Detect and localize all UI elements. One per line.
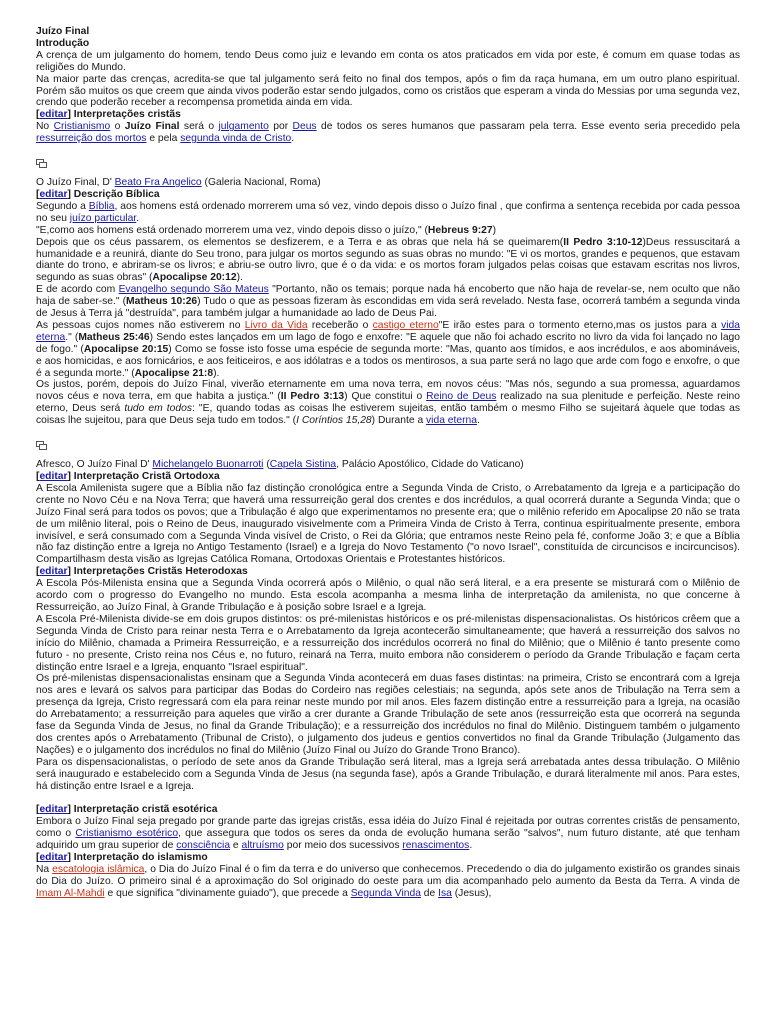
verse-ref: Apocalipse 20:15 (83, 343, 169, 355)
verse-ref: Apocalipse 21:8 (134, 367, 214, 379)
paragraph (36, 237, 740, 285)
text: ). (213, 367, 220, 379)
verse-ref: Apocalipse 20:12 (152, 272, 237, 284)
figure-caption (36, 177, 740, 189)
link-consciencia[interactable]: consciência (176, 840, 231, 852)
verse-ref: II Pedro 3:10-12 (563, 236, 643, 248)
text: . (476, 415, 480, 427)
heading-esoterica: Interpretação cristã esotérica (73, 804, 218, 816)
section-heading: [editar] Interpretação Cristã Ortodoxa (36, 471, 220, 482)
text: ) Sendo estes lançados em um lago de fogo e enxofre: "E aquele que não foi achado escrito no livro da vida foi lançado no lago de fogo." ( (36, 331, 741, 355)
section-heading: [editar] Descrição Bíblica (36, 188, 160, 200)
paragraph: Na maior parte das crenças, acredita-se que tal julgamento será feito no final dos tempos, após o fim da raça humana, em um outro plano espiritual. Porém são muitos os que creem que ainda vivos poderão estar sendo julgados, como os cristãos que esperam a vinda do Messias por uma segunda vez, crendo que poderão receber a recompensa prometida ainda em vida. (36, 73, 740, 109)
paragraph (36, 320, 740, 380)
heading-heterodoxas: Interpretações Cristãs Heterodoxas (73, 566, 248, 578)
edit-link[interactable]: editar (39, 188, 68, 200)
text: As pessoas cujos nomes não estiverem no (36, 319, 245, 331)
verse-ref: Matheus 10:26 (126, 296, 198, 308)
section-heading: [editar] Interpretação do islamismo (36, 852, 208, 864)
image-enlarge-icon[interactable] (36, 441, 47, 450)
section-heading: [editar] Interpretações Cristãs Heterodoxas (36, 566, 248, 578)
text: e que significa "divinamente guiado"), que precede a (104, 887, 351, 899)
text: "Portanto, não os temais; porque nada há encoberto que não haja de revelar-se, nem oculto que não haja de saber-se." ( (36, 284, 741, 308)
text: (Galeria Nacional, Roma) (201, 177, 321, 189)
link-capela-sistina[interactable]: Capela Sistina (269, 459, 337, 471)
text: ) Que constitui o (344, 391, 427, 403)
text: por meio dos sucessivos (283, 840, 403, 852)
paragraph (36, 284, 740, 320)
text: , que assegura que todos os seres da onda de evolução humana serão "salvos", num futuro distante, até que tenham adquirido um grau superior de (36, 828, 740, 852)
heading-introducao: Introdução (36, 37, 90, 49)
text: ) (492, 224, 497, 236)
paragraph: A Escola Pós-Milenista ensina que a Segunda Vinda ocorrerá após o Milênio, o qual não será literal, e a era presente se misturará com o Milênio de acordo com o progresso do Evangelho no mundo. Esta escola acompanha a mesma linha de interpretação da amilenista, no que concerne à Ressurreição, ao Juízo Final, à Grande Tribulação e à posição sobre Israel e a Igreja. (36, 578, 740, 613)
verse-ref: I Coríntios 15,28 (296, 415, 372, 427)
text: "E irão estes para o tormento eterno,mas os justos para a (438, 319, 722, 331)
text: ) Durante a (371, 415, 427, 427)
text: ). (236, 272, 243, 284)
text: Os justos, porém, depois do Juízo Final, viverão eternamente em uma nova terra, em novos céus: "Mas nós, segundo a sua promessa, aguardamos novos céus e nova terra, em que habita a justiça." ( (36, 379, 740, 403)
edit-link[interactable]: editar (39, 566, 68, 578)
text: , Palácio Apostólico, Cidade do Vaticano) (336, 459, 524, 471)
text: será o (179, 121, 219, 133)
article (36, 26, 740, 900)
edit-link[interactable]: editar (39, 109, 68, 121)
paragraph: A Escola Amilenista sugere que a Bíblia não faz distinção cronológica entre a Segunda Vinda de Cristo, o Arrebatamento da Igreja e a participação do crente no Novo Céu e na Nova Terra; que haverá uma ressurreição geral dos crentes e dos incrédulos, a qual ocorrerá durante a Segunda Vinda; que o Juízo Final será para todos os povos; que a Tribulação é algo que experimentamos no presente era; que o milênio referido em Apocalipse 20 não se trata de um milênio literal, pois o Reino de Deus, inaugurado visivelmente com a Primeira Vinda de Cristo à Terra, continua espiritualmente presente, embora invisível, e será consumado com a Segunda Vinda visível de Cristo, o Rei da Glória; que entramos neste Reino pela fé, conforme João 3; e que a Bíblia não faz distinção entre a Igreja no Antigo Testamento (Israel) e a Igreja do Novo Testamento ("o novo Israel", constituída de circuncisos e incircuncisos). Compartilhasm desta visão as Igrejas Católica Romana, Ortodoxas Orientais e Protestantes históricos. (36, 482, 740, 566)
link-livro-da-vida[interactable]: Livro da Vida (244, 319, 308, 331)
text: Afresco, O Juízo Final D' (36, 459, 153, 471)
text: Embora o Juízo Final seja pregado por grande parte das igrejas cristãs, essa idéia do Juízo Final é rejeitada por outras correntes cristãs de pensamento, como o (36, 816, 740, 840)
emphasis: tudo em todos (124, 403, 192, 415)
edit-link[interactable]: editar (39, 804, 68, 816)
text: realizado na sua plenitude e perfeição. Neste reino eterno, Deus será (36, 391, 741, 415)
link-segunda-vinda[interactable]: segunda vinda de Cristo (180, 133, 292, 145)
text: "E,como aos homens está ordenado morrerem uma vez, vindo depois disso o juízo," ( (36, 224, 428, 236)
link-michelangelo[interactable]: Michelangelo Buonarroti (152, 459, 264, 471)
text: ) Como se fosse isto fosse uma espécie de segunda morte: "Mas, quanto aos tímidos, e aos incrédulos, e aos abomináveis, e aos homicidas, e aos fornicários, e aos feiticeiros, e aos idólatras e a todos os mentirosos, a sua parte será no lago que arde com fogo e enxofre, o que é a segunda morte." ( (36, 343, 740, 379)
figure-caption (36, 459, 740, 471)
link-vida-eterna[interactable]: vida eterna (426, 415, 477, 427)
text: e pela (146, 133, 181, 145)
paragraph (36, 864, 740, 900)
heading-interpretacoes-cristas: Interpretações cristãs (73, 109, 181, 121)
verse-ref: II Pedro 3:13 (280, 391, 345, 403)
text: ) Tudo o que as pessoas fizeram às escondidas em vida será revelado. Nesta fase, ocorrerá também a segunda vinda de Jesus à Terra já "destruída", para também julgar a humanidade ao lado de Deus Pai. (36, 296, 741, 320)
text: Na (36, 864, 53, 875)
paragraph (36, 225, 740, 237)
link-castigo-eterno[interactable]: castigo eterno (372, 319, 439, 331)
link-isa[interactable]: Isa (438, 887, 452, 899)
link-biblia[interactable]: Bíblia (88, 200, 115, 212)
paragraph: Os pré-milenistas dispensacionalistas ensinam que a Segunda Vinda acontecerá em duas fases distintas: na primeira, Cristo se encontrará com a Igreja nos ares e levará os salvos para participar das Bodas do Cordeiro nas regiões celestiais; na segunda, após sete anos de Tribulação na Terra sem a presença da Igreja, Cristo regressará com ela para reinar neste mundo por mil anos. Eles fazem distinção entre a ressurreição para a Igreja, na ocasião do Arrebatamento; a ressurreição para aqueles que virão a crer durante a Grande Tribulação de sete anos (ressurreição esta que ocorrerá na segunda fase da Segunda Vinda de Jesus, no final da Grande Tribulação); e a ressurreição dos incrédulos no final do Milênio. Distinguem também o julgamento dos crentes após o Arrebatamento (Tribunal de Cristo), o julgamento dos judeus e gentios convertidos no final da Grande Tribulação (Julgamento das Nações) e o julgamento dos incrédulos no final do Milênio (Juízo Final ou Juízo do Grande Trono Branco). (36, 673, 740, 756)
link-renascimentos[interactable]: renascimentos (402, 840, 470, 852)
figure-michelangelo (36, 439, 740, 453)
text: . (469, 840, 473, 852)
link-deus[interactable]: Deus (292, 121, 317, 133)
paragraph (36, 201, 740, 225)
paragraph: A crença de um julgamento do homem, tendo Deus como juiz e levando em conta os atos praticados em vida por este, é comum em quase todas as religiões do Mundo. (36, 49, 740, 73)
text: ." ( (65, 331, 79, 343)
text: , aos homens está ordenado morrerem uma só vez, vindo depois disso o Juízo final , que confirma a sentença recebida por cada pessoa no seu (36, 200, 740, 224)
term-juizo-final: Juízo Final (124, 121, 180, 133)
paragraph: A Escola Pré-Milenista divide-se em dois grupos distintos: os pré-milenistas históricos e os pré-milenistas dispensacionalistas. Os históricos crêem que a Segunda Vinda de Cristo para reinar nesta Terra e o Arrebatamento da Igreja acontecerão simultaneamente; que haverá a ressurreição dos salvos no início do Milênio, chamada a Primeira Ressurreição, e a ressurreição dos incrédulos ocorrerá no final do Milênio; que o Milênio é tanto presente como futuro - no presente, Cristo reina nos Céus e, no futuro, reinará na Terra, muito embora não considerem o período da Grande Tribulação e façam certa distinção entre Israel e a Igreja, enquanto "Israel espiritual". (36, 613, 740, 673)
text: ( (263, 459, 270, 471)
image-enlarge-icon[interactable] (36, 159, 47, 168)
text: No (36, 121, 54, 133)
verse-ref: Matheus 25:46 (78, 331, 150, 343)
paragraph: Para os dispensacionalistas, o período de sete anos da Grande Tribulação será literal, mas a Igreja será arrebatada antes dessa tribulação. O Milênio será inaugurado e estabelecido com a Segunda Vinda de Jesus (na segunda fase), após a Grande Tribulação, e durará literalmente mil anos. Para estes, há distinção entre Israel e a Igreja. (36, 756, 740, 792)
paragraph (36, 816, 740, 852)
verse-ref: Hebreus 9:27 (427, 224, 493, 236)
link-evangelho-mateus[interactable]: Evangelho segundo São Mateus (118, 284, 269, 296)
section-heading: [editar] Interpretação cristã esotérica (36, 804, 218, 816)
text: por (268, 121, 293, 133)
link-cristianismo[interactable]: Cristianismo (53, 121, 111, 133)
text: . (291, 133, 295, 145)
text: Segundo a (36, 200, 89, 212)
text: , o Dia do Juízo Final é o fim da terra e do universo que conhecemos. Precedendo o dia do julgamento existirão os grandes sinais do Dia do Juízo. O primeiro sinal é a aproximação do Sol originado do oeste para um dia acompanhado pelo aumento da Besta da Terra. A vinda de (36, 864, 740, 887)
text: o (110, 121, 125, 133)
text: O Juízo Final, D' (36, 177, 115, 189)
text: E de acordo com (36, 284, 119, 296)
link-escatologia-islamica[interactable]: escatologia islâmica (52, 864, 145, 875)
paragraph (36, 379, 740, 427)
text: Depois que os céus passarem, os elementos se desfizerem, e a Terra e as obras que nela há se queimarem( (36, 236, 564, 248)
link-segunda-vinda-islam[interactable]: Segunda Vinda (350, 887, 421, 899)
link-julgamento[interactable]: julgamento (218, 121, 269, 133)
figure-fra-angelico (36, 157, 740, 171)
link-vida-eterna[interactable]: vida eterna (36, 319, 740, 343)
text: : "E, quando todas as coisas lhe estiverem sujeitas, então também o mesmo Filho se sujeitará àquele que todas as coisas lhe sujeitou, para que Deus seja tudo em todos." ( (36, 403, 740, 427)
text: receberão o (307, 319, 373, 331)
edit-link[interactable]: editar (39, 471, 68, 482)
link-juizo-particular[interactable]: juízo particular (69, 212, 137, 224)
text: )Deus ressuscitará a humanidade e a reunirá, diante do Seu trono, para julgar os mortos segundo as suas obras no mundo: "E vi os mortos, grandes e pequenos, que estavam diante do trono, e abriram-se os livros; e abriu-se outro livro, que é o da vida: e os mortos foram julgados pelas coisas que estavam escritas nos livros, segundo as suas obras" ( (36, 236, 741, 284)
link-imam-al-mahdi[interactable]: Imam Al-Mahdi (36, 887, 105, 899)
edit-link[interactable]: editar (39, 852, 68, 864)
link-fra-angelico[interactable]: Beato Fra Angelico (114, 177, 202, 189)
text: (Jesus), (451, 887, 492, 899)
paragraph (36, 121, 740, 145)
page-title: Juízo Final (36, 26, 90, 37)
text: e (230, 840, 242, 852)
text: de todos os seres humanos que passaram pela terra. Esse evento seria precedido pela (316, 121, 740, 133)
link-reino-de-deus[interactable]: Reino de Deus (426, 391, 497, 403)
section-heading: [editar] Interpretações cristãs (36, 109, 181, 121)
text: de (420, 887, 439, 899)
link-cristianismo-esoterico[interactable]: Cristianismo esotérico (75, 828, 179, 840)
heading-descricao-biblica: Descrição Bíblica (73, 188, 160, 200)
text: . (136, 212, 140, 224)
heading-ortodoxa: Interpretação Cristã Ortodoxa (73, 471, 220, 482)
heading-islamismo: Interpretação do islamismo (73, 852, 208, 864)
link-altruismo[interactable]: altruísmo (241, 840, 284, 852)
link-ressurreicao[interactable]: ressurreição dos mortos (36, 133, 147, 145)
